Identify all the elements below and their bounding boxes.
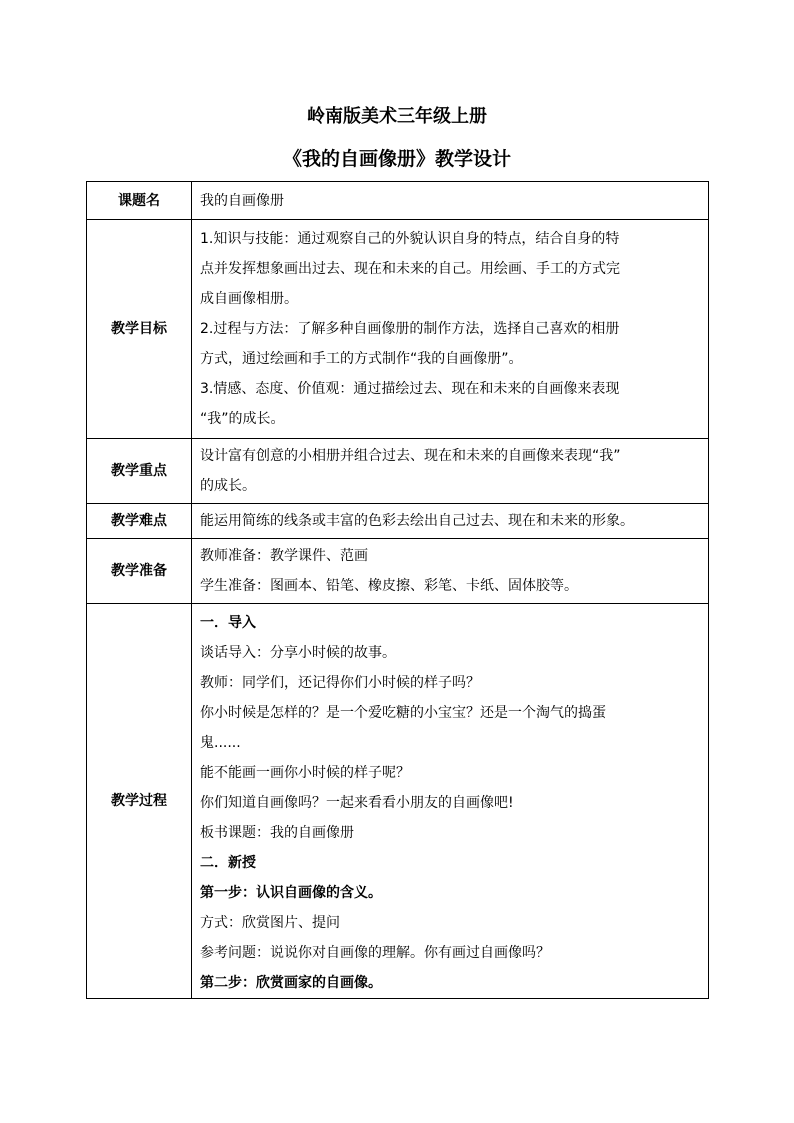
row-difficulty <box>87 504 709 539</box>
process-value <box>192 604 709 999</box>
process-line: 教师：同学们，还记得你们小时候的样子吗？ <box>200 675 480 691</box>
row-preparation <box>87 539 709 604</box>
topic-label: 课题名 <box>87 182 192 220</box>
process-step-heading: 第一步：认识自画像的含义。 <box>200 885 382 901</box>
goals-line: 方式，通过绘画和手工的方式制作“我的自画像册”。 <box>200 351 523 367</box>
key-line: 的成长。 <box>200 478 256 494</box>
process-line: 你小时候是怎样的？是一个爱吃糖的小宝宝？还是一个淘气的捣蛋 <box>200 705 606 721</box>
goals-line: 点并发挥想象画出过去、现在和未来的自己。用绘画、手工的方式完 <box>200 261 620 277</box>
process-section-heading: 二．新授 <box>200 855 256 871</box>
difficulty-line: 能运用简练的线条或丰富的色彩去绘出自己过去、现在和未来的形象。 <box>200 513 634 529</box>
prep-label: 教学准备 <box>87 539 192 604</box>
difficulty-value <box>192 504 709 539</box>
lesson-plan-table <box>86 181 709 999</box>
row-topic <box>87 182 709 220</box>
document-subtitle: 《我的自画像册》教学设计 <box>282 148 511 170</box>
goals-line: 成自画像相册。 <box>200 291 298 307</box>
process-line: 能不能画一画你小时候的样子呢？ <box>200 765 410 781</box>
prep-line: 学生准备：图画本、铅笔、橡皮擦、彩笔、卡纸、固体胶等。 <box>200 578 578 594</box>
prep-value <box>192 539 709 604</box>
process-line: 谈话导入：分享小时候的故事。 <box>200 645 396 661</box>
process-section-heading: 一．导入 <box>200 615 256 631</box>
row-goals <box>87 220 709 439</box>
key-line: 设计富有创意的小相册并组合过去、现在和未来的自画像来表现“我” <box>200 448 621 464</box>
process-line: 参考问题：说说你对自画像的理解。你有画过自画像吗？ <box>200 945 550 961</box>
goals-line: 1.知识与技能：通过观察自己的外貌认识自身的特点，结合自身的特 <box>200 231 620 247</box>
process-step-heading: 第二步：欣赏画家的自画像。 <box>200 975 382 991</box>
goals-value <box>192 220 709 439</box>
goals-line: 3.情感、态度、价值观：通过描绘过去、现在和未来的自画像来表现 <box>200 381 620 397</box>
document-title: 岭南版美术三年级上册 <box>307 106 487 127</box>
difficulty-label: 教学难点 <box>87 504 192 539</box>
goals-line: “我”的成长。 <box>200 411 285 427</box>
topic-text: 我的自画像册 <box>200 193 284 209</box>
topic-value <box>192 182 709 220</box>
process-line: 你们知道自画像吗？一起来看看小朋友的自画像吧! <box>200 795 514 811</box>
goals-line: 2.过程与方法：了解多种自画像册的制作方法，选择自己喜欢的相册 <box>200 321 620 337</box>
prep-line: 教师准备：教学课件、范画 <box>200 548 368 564</box>
process-label: 教学过程 <box>87 604 192 999</box>
row-process <box>87 604 709 999</box>
goals-label: 教学目标 <box>87 220 192 439</box>
key-value <box>192 439 709 504</box>
row-key-points <box>87 439 709 504</box>
process-line: 方式：欣赏图片、提问 <box>200 915 340 931</box>
key-label: 教学重点 <box>87 439 192 504</box>
process-line: 鬼...... <box>200 735 241 751</box>
process-line: 板书课题：我的自画像册 <box>200 825 354 841</box>
